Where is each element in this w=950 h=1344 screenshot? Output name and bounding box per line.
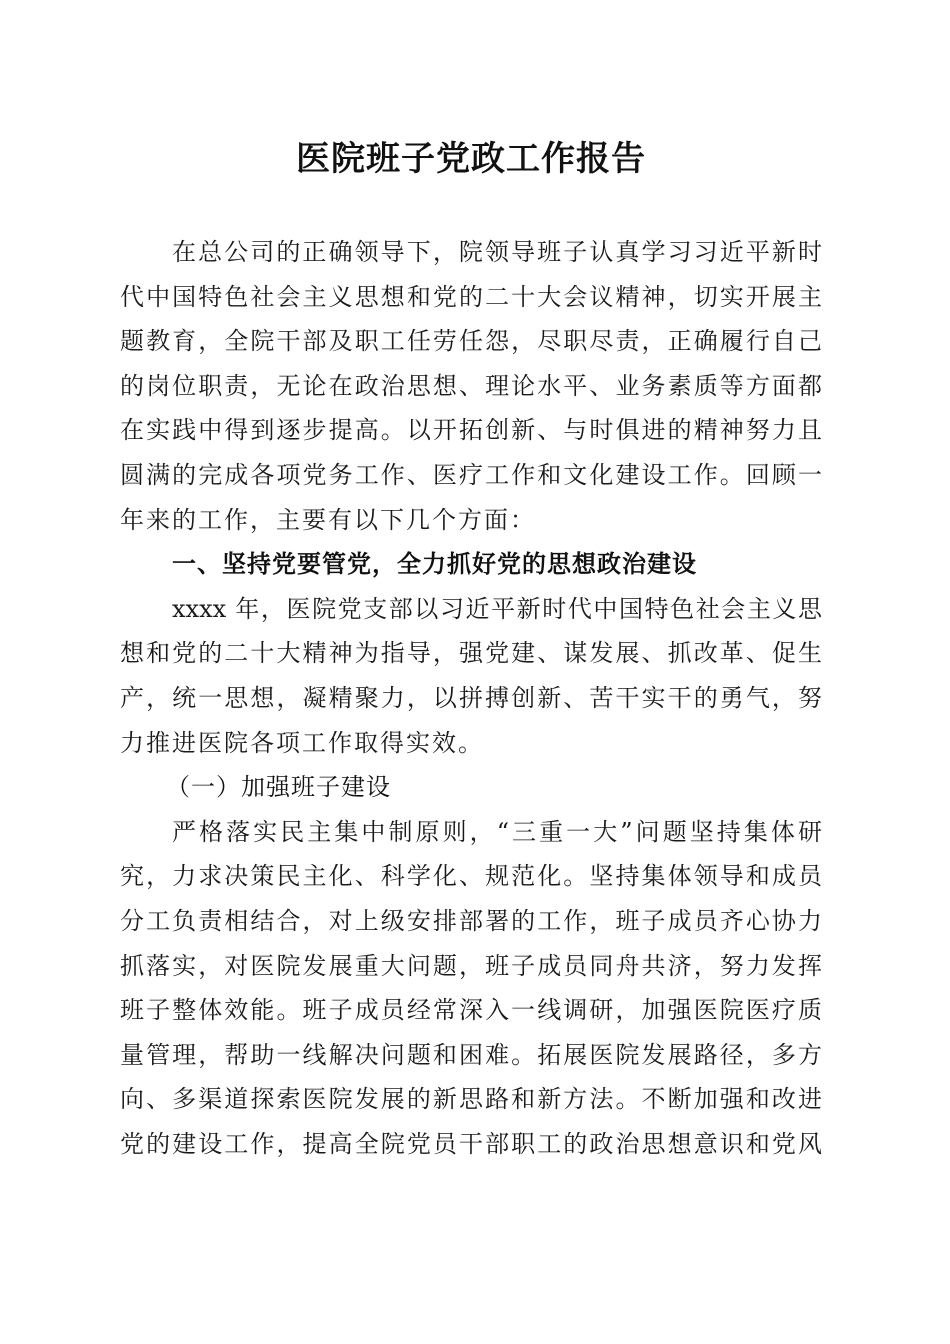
paragraph-3-line-3: 分工负责相结合，对上级安排部署的工作，班子成员齐心协力 <box>120 906 822 935</box>
paragraph-3-line-6: 量管理，帮助一线解决问题和困难。拓展医院发展路径，多方 <box>120 1040 822 1069</box>
section-heading-1: 一、坚持党要管党，全力抓好党的思想政治建设 <box>172 550 697 579</box>
paragraph-3-line-1: 严格落实民主集中制原则，“三重一大”问题坚持集体研 <box>172 817 822 846</box>
paragraph-2-line-2: 想和党的二十大精神为指导，强党建、谋发展、抓改革、促生 <box>120 639 822 668</box>
paragraph-3-line-5: 班子整体效能。班子成员经常深入一线调研，加强医院医疗质 <box>120 996 822 1025</box>
paragraph-1-line-4: 的岗位职责，无论在政治思想、理论水平、业务素质等方面都 <box>120 371 822 400</box>
paragraph-1-line-2: 代中国特色社会主义思想和党的二十大会议精神，切实开展主 <box>120 282 822 311</box>
paragraph-1-line-7: 年来的工作，主要有以下几个方面： <box>120 505 536 534</box>
subsection-heading-1: （一）加强班子建设 <box>166 773 391 802</box>
paragraph-1-line-1: 在总公司的正确领导下，院领导班子认真学习习近平新时 <box>172 238 822 266</box>
paragraph-1 <box>120 230 822 542</box>
paragraph-1-line-5: 在实践中得到逐步提高。以开拓创新、与时俱进的精神努力且 <box>120 416 822 445</box>
paragraph-3 <box>120 810 822 1167</box>
paragraph-2-line-1: xxxx 年，医院党支部以习近平新时代中国特色社会主义思 <box>172 594 822 623</box>
paragraph-2-line-3: 产，统一思想，凝精聚力，以拼搏创新、苦干实干的勇气，努 <box>120 683 822 712</box>
paragraph-1-line-3: 题教育，全院干部及职工任劳任怨，尽职尽责，正确履行自己 <box>120 327 822 356</box>
paragraph-2-line-4: 力推进医院各项工作取得实效。 <box>120 728 484 757</box>
document-title: 医院班子党政工作报告 <box>296 141 646 178</box>
paragraph-1-line-6: 圆满的完成各项党务工作、医疗工作和文化建设工作。回顾一 <box>120 460 822 489</box>
paragraph-3-line-7: 向、多渠道探索医院发展的新思路和新方法。不断加强和改进 <box>120 1085 822 1114</box>
paragraph-3-line-4: 抓落实，对医院发展重大问题，班子成员同舟共济，努力发挥 <box>120 951 822 980</box>
paragraph-2 <box>120 587 822 765</box>
paragraph-3-line-2: 究，力求决策民主化、科学化、规范化。坚持集体领导和成员 <box>120 862 822 891</box>
paragraph-3-line-8: 党的建设工作，提高全院党员干部职工的政治思想意识和党风 <box>120 1129 822 1158</box>
document-body <box>120 230 822 1166</box>
